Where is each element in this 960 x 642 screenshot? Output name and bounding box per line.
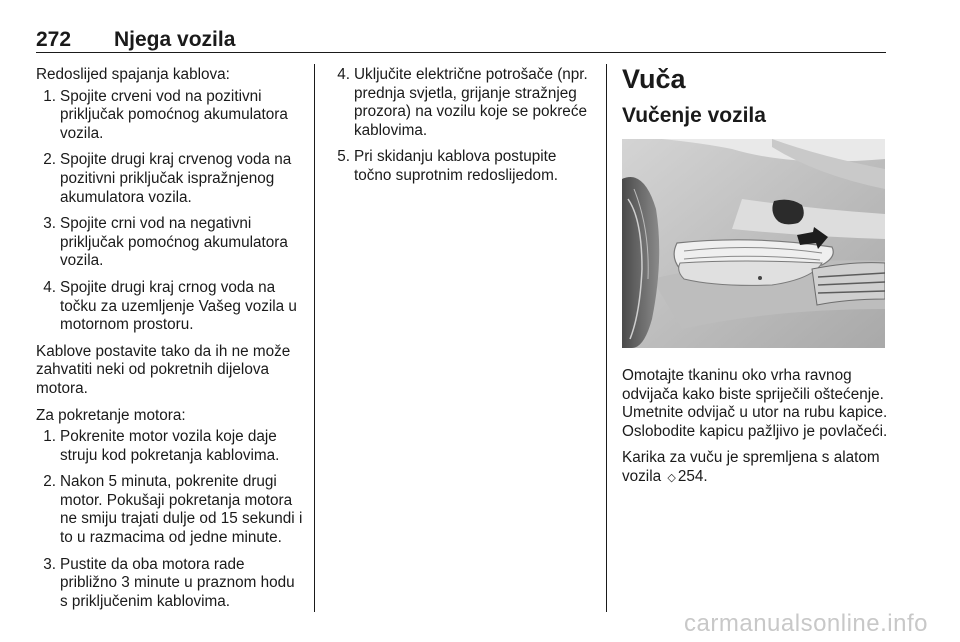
start-steps bbox=[36, 428, 304, 611]
list-item: 3. Spojite crni vod na negativni priključak pomoćnog akumulatora vozila. bbox=[43, 215, 288, 270]
towing-eye-note: Karika za vuču je spremljena s alatom vozila ◇ 254. bbox=[622, 449, 880, 485]
list-item: 2. Nakon 5 minuta, pokrenite drugi motor. Pokušaji pokretanja motora ne smiju trajati dulje od 15 sekundi i to u razmacima od jedne minute. bbox=[43, 473, 303, 547]
list-item: 3. Pustite da oba motora rade približno 3 minute u praznom hodu s priključenim kablovima. bbox=[43, 555, 295, 610]
column-divider bbox=[314, 64, 315, 612]
watermark: carmanualsonline.info bbox=[684, 610, 928, 637]
arrow-reference-icon: ◇ bbox=[667, 471, 676, 484]
header-title: Njega vozila bbox=[114, 28, 236, 51]
column-divider bbox=[606, 64, 607, 612]
page-number: 272 bbox=[36, 28, 72, 51]
towing-text bbox=[622, 367, 892, 496]
section-heading: Vuča bbox=[622, 64, 686, 94]
column-middle bbox=[332, 66, 596, 194]
front-bumper-illustration bbox=[622, 139, 885, 348]
list-item: 4. Uključite električne potrošače (npr. prednja svjetla, grijanje stražnjeg prozora) na vozilu koje se pokreće kablovima. bbox=[337, 66, 588, 139]
page-reference-link[interactable]: 254. bbox=[677, 467, 708, 485]
towing-instructions: Omotajte tkaninu oko vrha ravnog odvijača kako biste spriječili oštećenje. Umetnite odvijač u utor na rubu kapice. Oslobodite kapicu pažljivo je povlačeći. bbox=[622, 367, 888, 440]
list-item: 4. Spojite drugi kraj crnog voda na točku za uzemljenje Vašeg vozila u motornom prostoru. bbox=[43, 278, 297, 334]
column-right bbox=[622, 66, 892, 136]
section-subheading: Vučenje vozila bbox=[622, 104, 766, 127]
start-intro: Za pokretanje motora: bbox=[36, 406, 186, 424]
connection-steps bbox=[36, 88, 304, 335]
list-item: 1. Spojite crveni vod na pozitivni priključak pomoćnog akumulatora vozila. bbox=[43, 87, 288, 142]
connection-order-intro: Redoslijed spajanja kablova: bbox=[36, 66, 230, 83]
column-left bbox=[36, 66, 304, 619]
list-item: 2. Spojite drugi kraj crvenog voda na pozitivni priključak ispražnjenog akumulatora vozila. bbox=[43, 151, 292, 206]
cable-note: Kablove postavite tako da ih ne može zahvatiti neki od pokretnih dijelova motora. bbox=[36, 342, 291, 397]
continued-steps bbox=[332, 66, 596, 186]
list-item: 1. Pokrenite motor vozila koje daje struju kod pokretanja kablovima. bbox=[43, 428, 280, 464]
page-header bbox=[36, 28, 886, 53]
list-item: 5. Pri skidanju kablova postupite točno suprotnim redoslijedom. bbox=[337, 148, 559, 184]
